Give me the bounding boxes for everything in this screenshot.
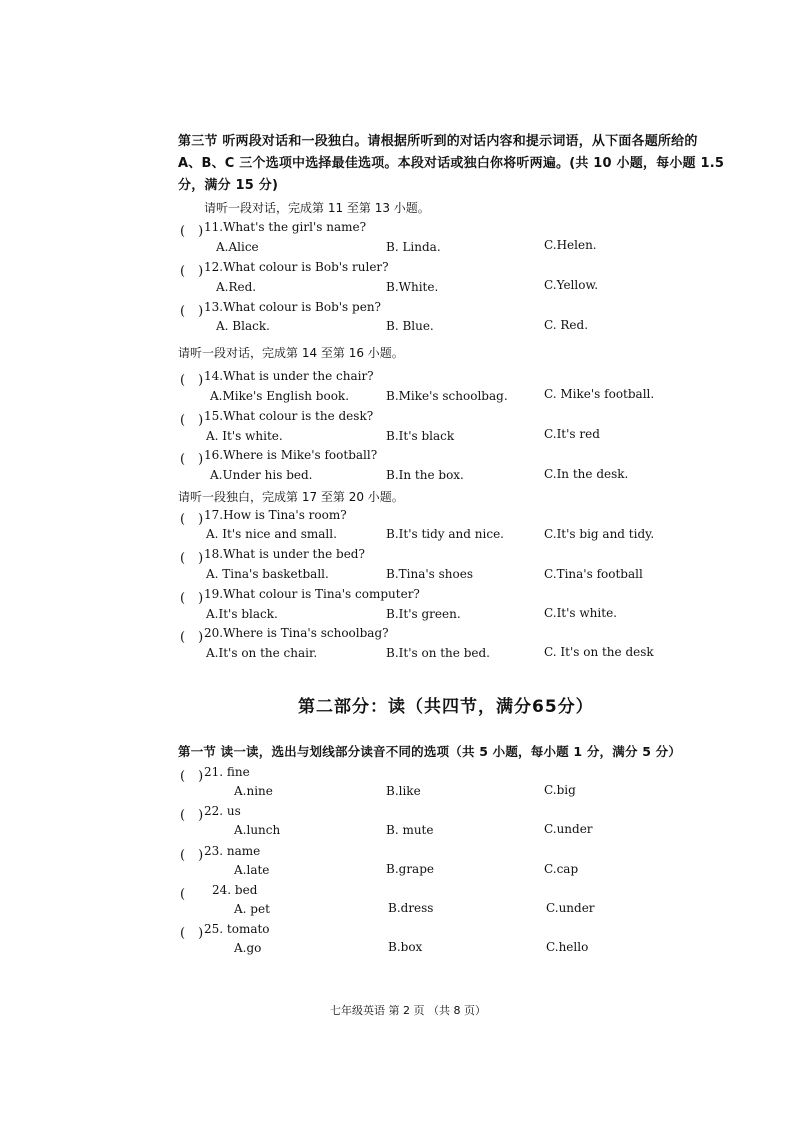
section3-heading-line1: 第三节 听两段对话和一段独白。请根据所听到的对话内容和提示词语，从下面各题所给的: [178, 134, 698, 149]
word-23: name: [226, 844, 261, 858]
instruction-17-20: 请听一段独白，完成第 17 至第 20 小题。: [178, 490, 404, 504]
option-21-b: B.like: [386, 784, 421, 798]
option-14-b: B.Mike's schoolbag.: [386, 389, 508, 403]
answer-blank-13[interactable]: ( ): [180, 304, 204, 319]
option-25-a: A.go: [234, 941, 262, 955]
answer-blank-20[interactable]: ( ): [180, 630, 204, 645]
option-13-c: C. Red.: [544, 318, 589, 332]
question-24: 24. bed: [212, 883, 258, 897]
option-11-a: A.Alice: [216, 240, 259, 254]
option-25-b: B.box: [388, 940, 423, 954]
question-19: 19.What colour is Tina's computer?: [204, 587, 420, 601]
question-21: 21. fine: [204, 765, 250, 779]
option-17-a: A. It's nice and small.: [206, 527, 337, 541]
option-21-c: C.big: [544, 783, 576, 797]
answer-blank-23[interactable]: ( ): [180, 848, 204, 863]
question-25: 25. tomato: [204, 922, 270, 936]
option-22-c: C.under: [544, 822, 593, 836]
answer-blank-22[interactable]: ( ): [180, 808, 204, 823]
option-16-c: C.In the desk.: [544, 467, 629, 481]
section3-heading-line3: 分，满分 15 分): [178, 178, 279, 193]
option-25-c: C.hello: [546, 940, 589, 954]
option-23-a: A.late: [234, 863, 270, 877]
question-14: 14.What is under the chair?: [204, 369, 374, 383]
word-24: bed: [234, 883, 258, 897]
option-22-a: A.lunch: [234, 823, 281, 837]
option-12-a: A.Red.: [216, 280, 257, 294]
word-25: tomato: [226, 922, 270, 936]
question-22: 22. us: [204, 804, 241, 818]
option-12-b: B.White.: [386, 280, 439, 294]
option-12-c: C.Yellow.: [544, 278, 599, 292]
part2-section1-heading: 第一节 读一读，选出与划线部分读音不同的选项（共 5 小题，每小题 1 分，满分 5 分）: [178, 744, 682, 759]
option-23-b: B.grape: [386, 862, 434, 876]
question-17: 17.How is Tina's room?: [204, 508, 347, 522]
answer-blank-14[interactable]: ( ): [180, 373, 204, 388]
option-15-c: C.It's red: [544, 427, 600, 441]
option-24-a: A. pet: [234, 902, 270, 916]
answer-blank-17[interactable]: ( ): [180, 512, 204, 527]
option-13-b: B. Blue.: [386, 319, 434, 333]
option-20-b: B.It's on the bed.: [386, 646, 490, 660]
question-20: 20.Where is Tina's schoolbag?: [204, 626, 389, 640]
answer-blank-16[interactable]: ( ): [180, 452, 204, 467]
question-13: 13.What colour is Bob's pen?: [204, 300, 381, 314]
option-21-a: A.nine: [234, 784, 273, 798]
question-18: 18.What is under the bed?: [204, 547, 365, 561]
option-19-a: A.It's black.: [206, 607, 278, 621]
instruction-14-16: 请听一段对话，完成第 14 至第 16 小题。: [178, 346, 404, 360]
question-23: 23. name: [204, 844, 261, 858]
instruction-11-13: 请听一段对话，完成第 11 至第 13 小题。: [204, 201, 430, 215]
section3-heading-line2: A、B、C 三个选项中选择最佳选项。本段对话或独白你将听两遍。(共 10 小题，每小题 1.5: [178, 156, 725, 171]
option-18-a: A. Tina's basketball.: [206, 567, 329, 581]
option-20-a: A.It's on the chair.: [206, 646, 318, 660]
question-12: 12.What colour is Bob's ruler?: [204, 260, 389, 274]
option-23-c: C.cap: [544, 862, 579, 876]
answer-blank-12[interactable]: ( ): [180, 264, 204, 279]
option-19-c: C.It's white.: [544, 606, 617, 620]
option-24-c: C.under: [546, 901, 595, 915]
option-14-c: C. Mike's football.: [544, 387, 655, 401]
option-22-b: B. mute: [386, 823, 434, 837]
answer-blank-11[interactable]: ( ): [180, 224, 204, 239]
page-footer: 七年级英语 第 2 页 （共 8 页）: [330, 1004, 486, 1017]
question-11: 11.What's the girl's name?: [204, 220, 367, 234]
answer-blank-25[interactable]: ( ): [180, 926, 204, 941]
option-15-b: B.It's black: [386, 429, 455, 443]
answer-blank-18[interactable]: ( ): [180, 551, 204, 566]
option-17-c: C.It's big and tidy.: [544, 527, 655, 541]
option-14-a: A.Mike's English book.: [210, 389, 350, 403]
answer-blank-24[interactable]: (: [180, 887, 199, 902]
option-20-c: C. It's on the desk: [544, 645, 654, 659]
option-11-b: B. Linda.: [386, 240, 441, 254]
option-18-b: B.Tina's shoes: [386, 567, 473, 581]
option-13-a: A. Black.: [216, 319, 270, 333]
answer-blank-21[interactable]: ( ): [180, 769, 204, 784]
answer-blank-15[interactable]: ( ): [180, 413, 204, 428]
option-19-b: B.It's green.: [386, 607, 461, 621]
option-15-a: A. It's white.: [206, 429, 283, 443]
option-17-b: B.It's tidy and nice.: [386, 527, 504, 541]
word-21: fine: [226, 765, 250, 779]
part2-title: 第二部分：读（共四节，满分65分）: [298, 697, 594, 717]
question-16: 16.Where is Mike's football?: [204, 448, 378, 462]
option-24-b: B.dress: [388, 901, 434, 915]
question-15: 15.What colour is the desk?: [204, 409, 374, 423]
option-16-b: B.In the box.: [386, 468, 464, 482]
option-16-a: A.Under his bed.: [210, 468, 313, 482]
answer-blank-19[interactable]: ( ): [180, 591, 204, 606]
word-22: us: [226, 804, 241, 818]
option-18-c: C.Tina's football: [544, 567, 643, 581]
option-11-c: C.Helen.: [544, 238, 597, 252]
